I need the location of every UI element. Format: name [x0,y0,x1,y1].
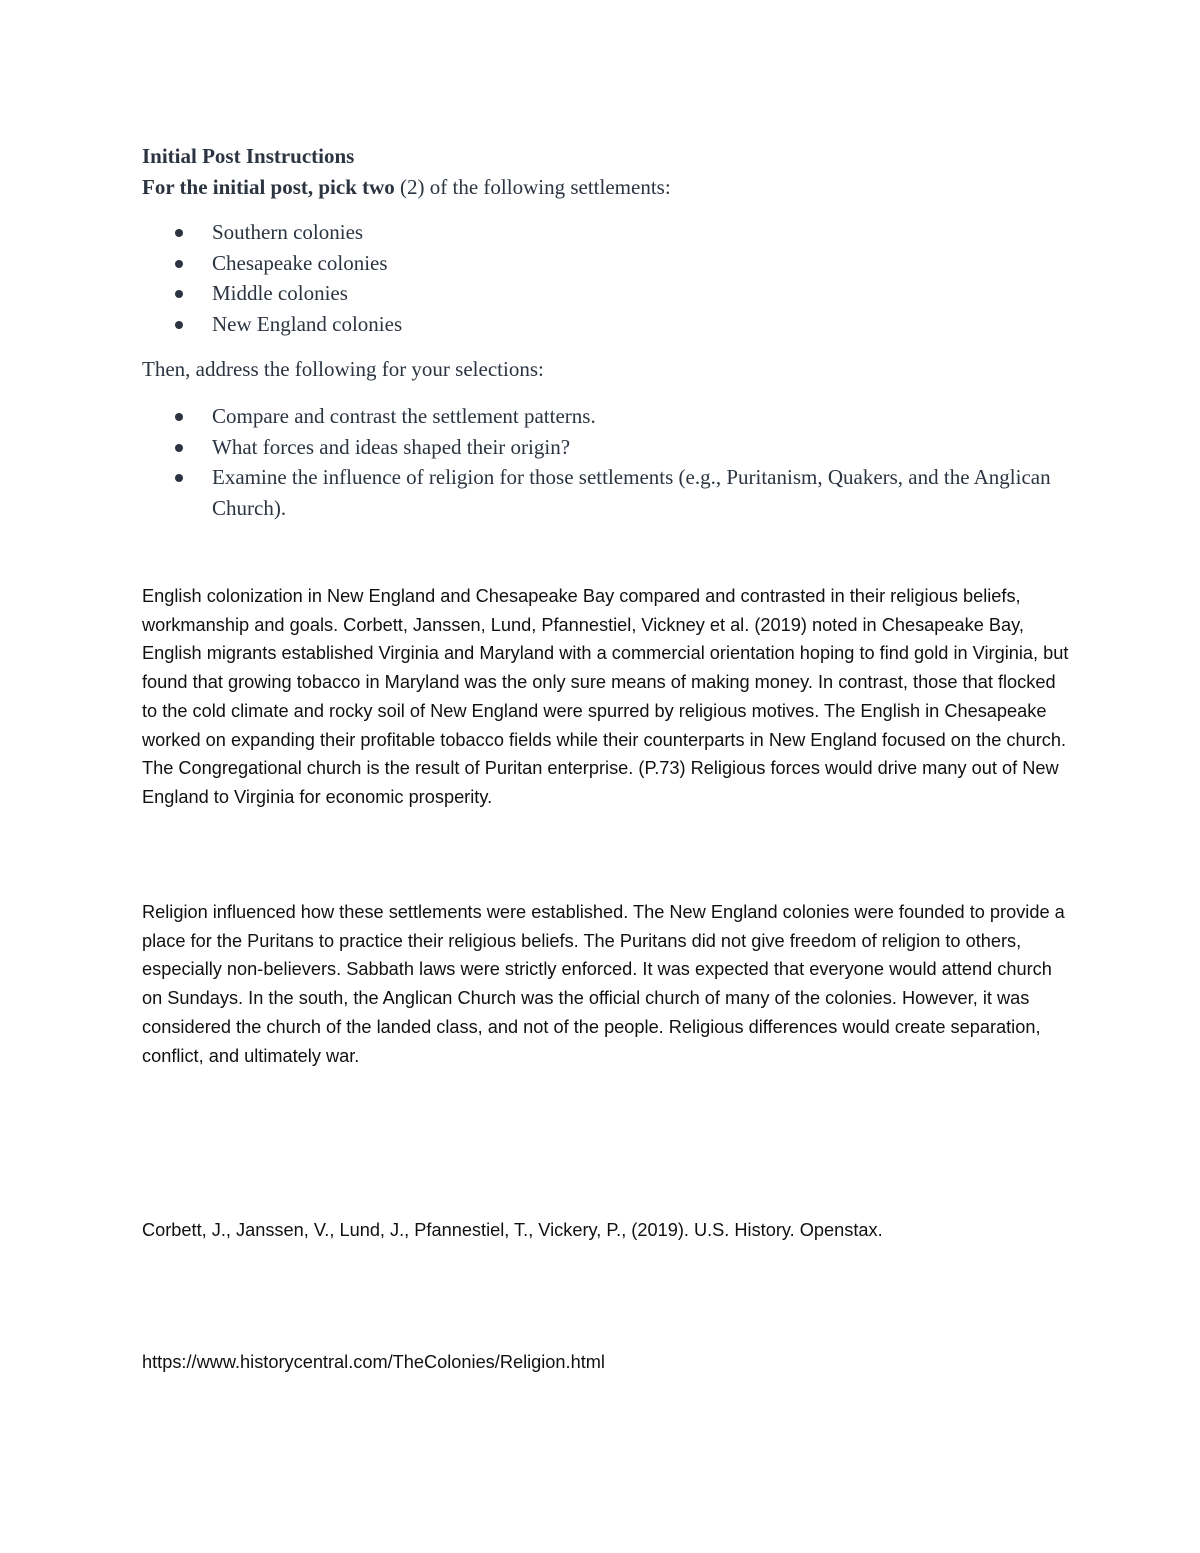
bullet-icon [175,229,183,237]
citation: Corbett, J., Janssen, V., Lund, J., Pfannestiel, T., Vickery, P., (2019). U.S. History. Openstax. [142,1220,883,1240]
list-item [142,248,402,279]
list-item [142,309,402,340]
list-item-text: What forces and ideas shaped their origin? [212,434,571,459]
instructions-title: Initial Post Instructions [142,144,355,168]
list-item-text: Compare and contrast the settlement patterns. [212,404,596,428]
reference-url: https://www.historycentral.com/TheColonies/Religion.html [142,1352,605,1372]
pick-instruction-rest: (2) of the following settlements: [394,175,671,199]
list-item-text: New England colonies [212,312,403,337]
bullet-icon [175,444,183,452]
list-item [142,278,402,309]
list-item [142,401,1072,432]
pick-instruction [142,172,671,202]
bullet-icon [175,413,183,421]
bullet-icon [175,290,183,298]
list-item [142,462,1072,523]
list-item-text: Middle colonies [212,281,348,306]
tasks-list [142,401,1072,524]
pick-instruction-bold: For the initial post, pick two [142,175,395,199]
response-paragraph-2: Religion influenced how these settlements were established. The New England colonies were founded to provide a place for the Puritans to practice their religious beliefs. The Puritans did not give freedom of religion to others, especially non-believers. Sabbath laws were strictly enforced. It was expected that everyone would attend church on Sundays. In the south, the Anglican Church was the official church of many of the colonies. However, it was considered the church of the landed class, and not of the people. Religious differences would create separation, conflict, and ultimately war. [142,902,1065,1066]
response-paragraph-1: English colonization in New England and Chesapeake Bay compared and contrasted in their religious beliefs, workmanship and goals. Corbett, Janssen, Lund, Pfannestiel, Vickney et al. (2019) noted in Chesapeake Bay, English migrants established Virginia and Maryland with a commercial orientation hoping to find gold in Virginia, but found that growing tobacco in Maryland was the only sure means of making money. In contrast, those that flocked to the cold climate and rocky soil of New England were spurred by religious motives. The English in Chesapeake worked on expanding their profitable tobacco fields while their counterparts in New England focused on the church. The Congregational church is the result of Puritan enterprise. (P.73) Religious forces would drive many out of New England to Virginia for economic prosperity. [142,586,1069,807]
list-item-text: Examine the influence of religion for those settlements (e.g., Puritanism, Quakers, and the Anglican Church). [212,465,1051,521]
bullet-icon [175,474,183,482]
list-item [142,217,402,248]
settlements-list [142,217,402,340]
list-item-text: Chesapeake colonies [212,250,388,275]
then-instruction: Then, address the following for your selections: [142,357,544,381]
list-item [142,432,1072,463]
bullet-icon [175,321,183,329]
list-item-text: Southern colonies [212,220,364,244]
bullet-icon [175,260,183,268]
